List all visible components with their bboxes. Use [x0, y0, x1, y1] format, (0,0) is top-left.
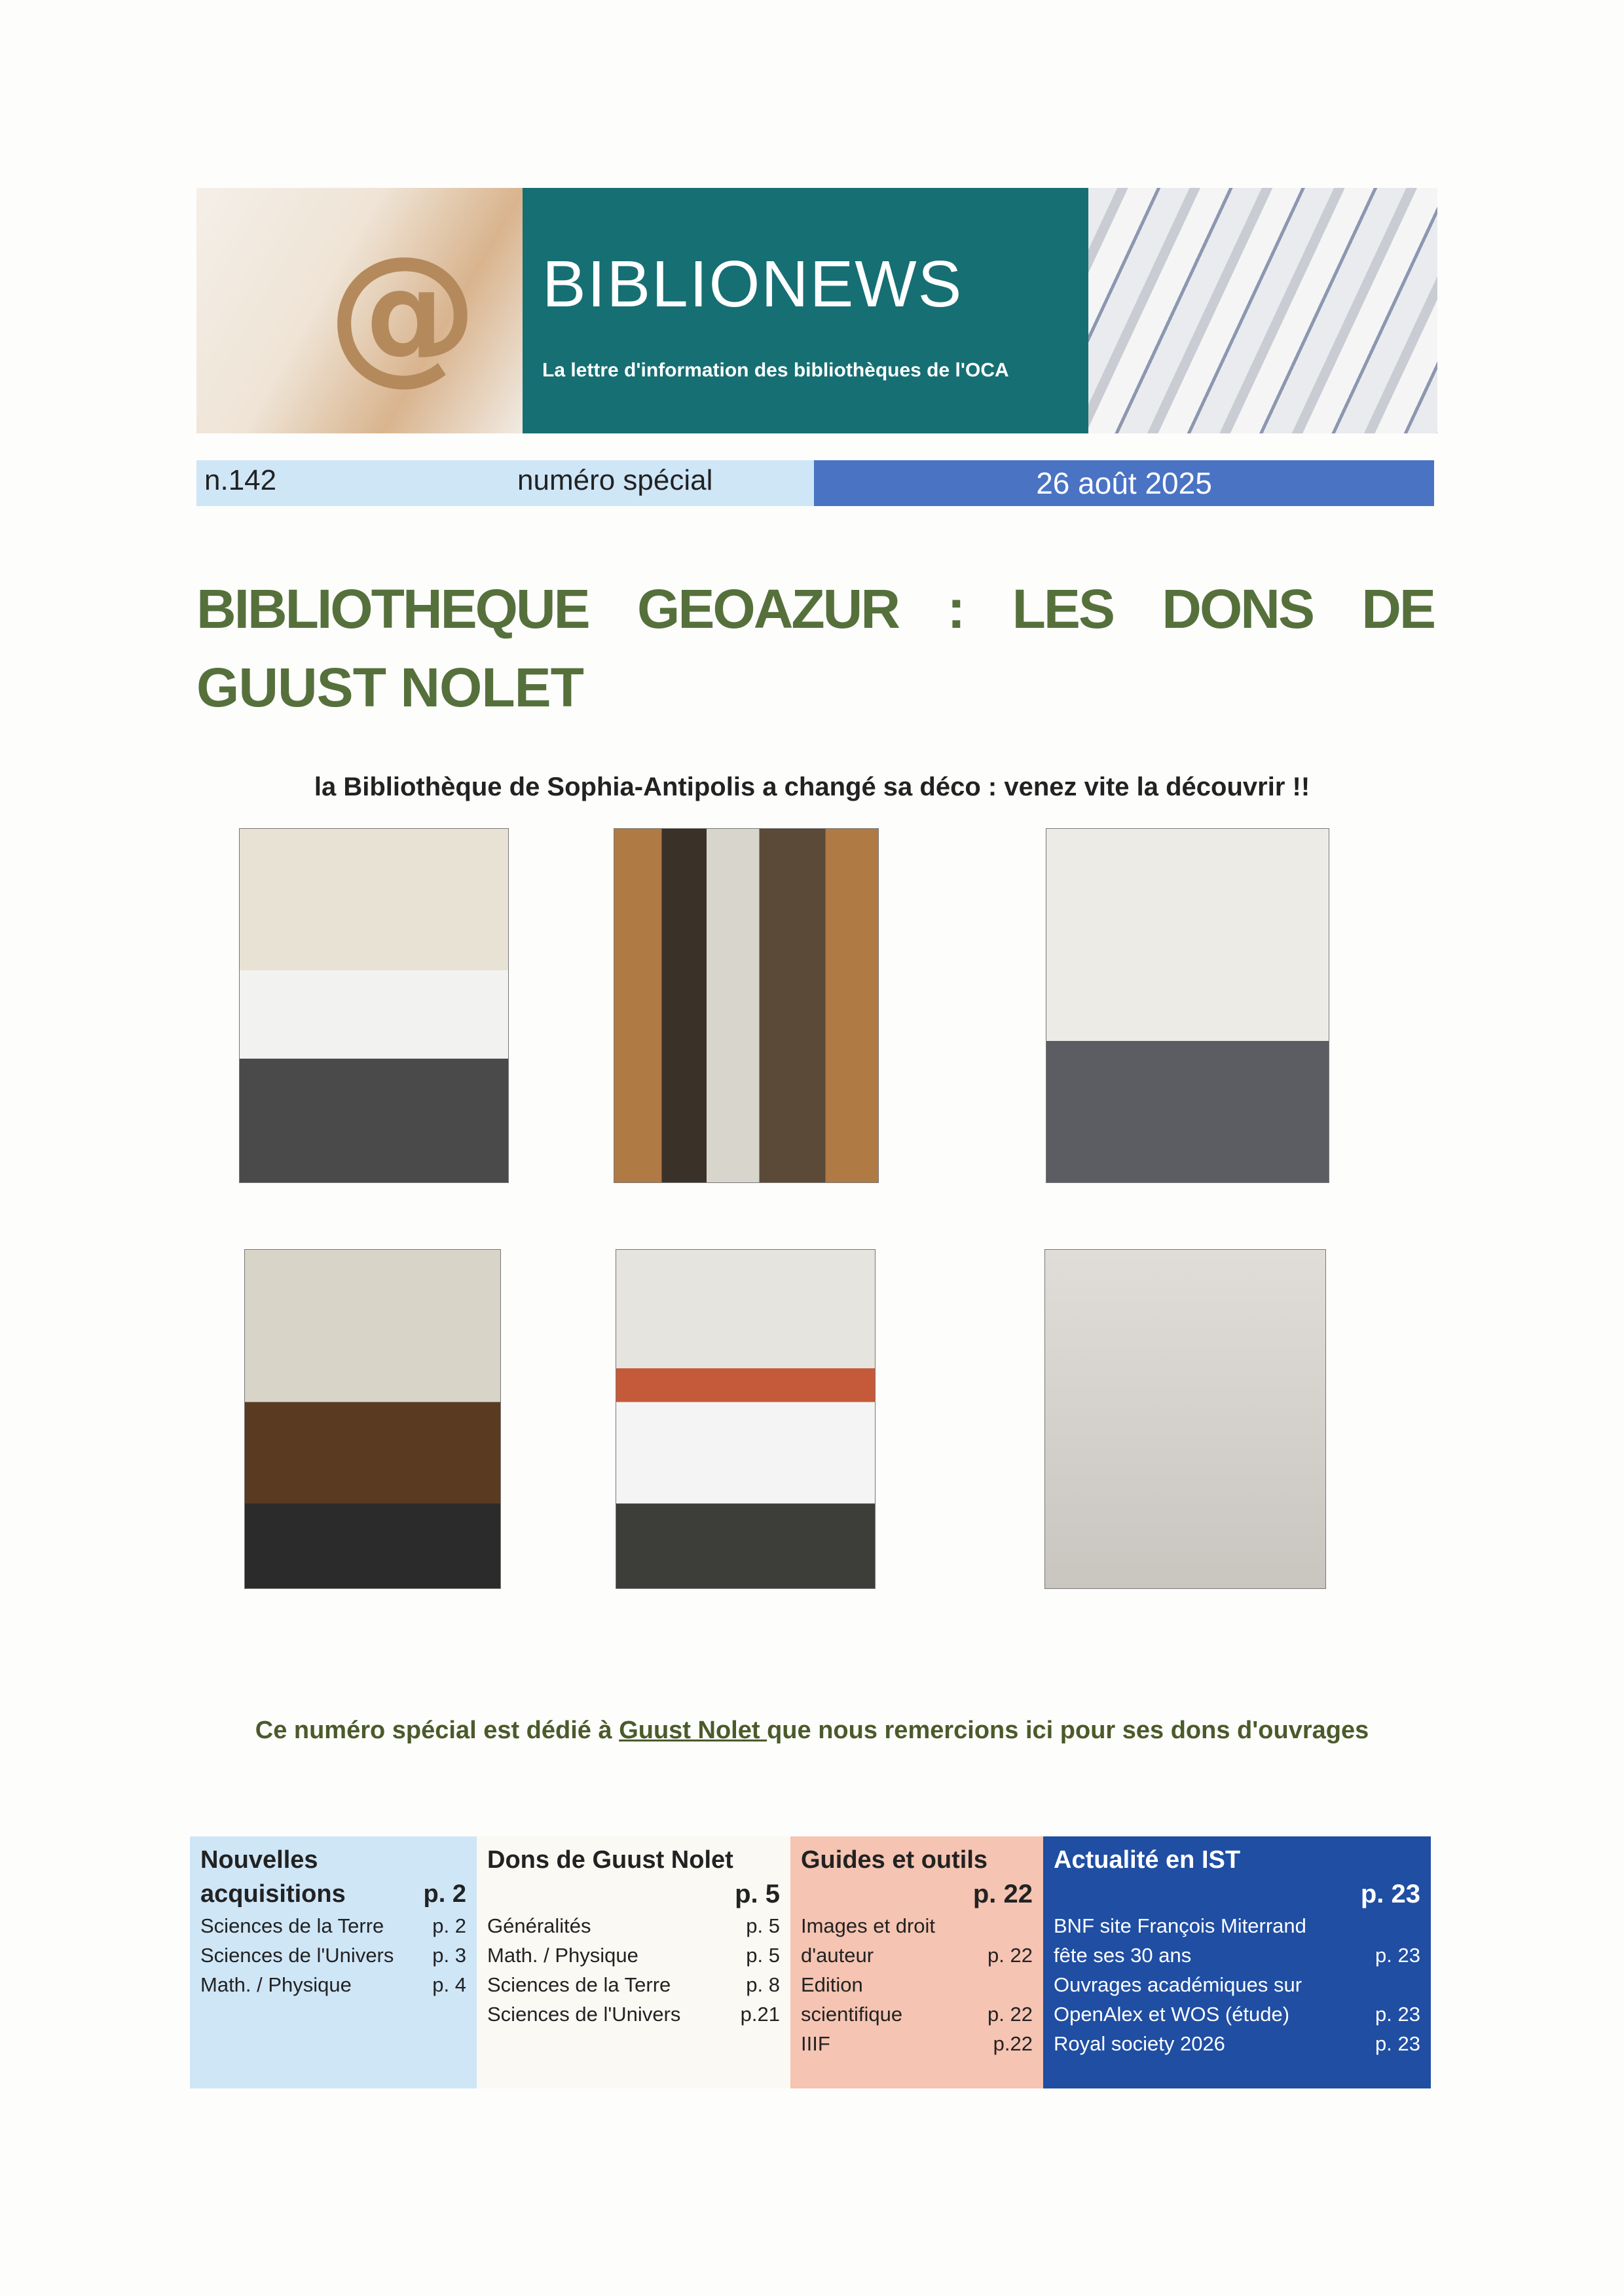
page-title [196, 570, 1434, 727]
toc-item-label: Math. / Physique [487, 1944, 638, 1967]
toc-item[interactable] [487, 1999, 780, 2029]
banner-masthead [523, 188, 1088, 433]
toc-item-page: p. 22 [987, 2003, 1033, 2026]
photo-library-room [239, 828, 509, 1183]
toc-item-label: d'auteur [801, 1944, 874, 1967]
toc-item-label: Royal society 2026 [1054, 2032, 1225, 2055]
photo-bookshelves [614, 828, 879, 1183]
dedication [0, 1717, 1624, 1745]
toc-item-page: p. 2 [432, 1914, 466, 1937]
toc-item-label: scientifique [801, 2003, 903, 2026]
issue-number: n.142 [204, 464, 277, 496]
toc-item[interactable] [801, 1941, 1033, 1970]
toc-item-page: p. 5 [746, 1914, 780, 1937]
toc-item-label: fête ses 30 ans [1054, 1944, 1192, 1967]
toc-item[interactable] [487, 1970, 780, 1999]
toc-item-label: Images et droit [801, 1914, 936, 1937]
toc-item-label: BNF site François Miterrand [1054, 1914, 1306, 1937]
toc-item-label: Edition [801, 1973, 863, 1996]
toc-item[interactable] [200, 1970, 466, 1999]
toc-item-page: p. 5 [746, 1944, 780, 1967]
toc-heading: Nouvelles [200, 1846, 318, 1874]
issue-date: 26 août 2025 [814, 460, 1434, 506]
toc-item-page: p. 4 [432, 1973, 466, 1996]
toc-heading: Guides et outils [801, 1846, 988, 1874]
toc-item-label: Sciences de l'Univers [200, 1944, 394, 1967]
photo-planet-posters [1044, 1249, 1326, 1589]
toc-item-page: p.22 [993, 2032, 1033, 2055]
subtitle: la Bibliothèque de Sophia-Antipolis a changé sa déco : venez vite la découvrir !! [314, 773, 1310, 801]
info-bar [196, 460, 814, 506]
edition-label: numéro spécial [517, 464, 713, 496]
dedication-text: Ce numéro spécial est dédié à [255, 1717, 619, 1744]
toc-item-label: Sciences de l'Univers [487, 2003, 681, 2026]
toc-item[interactable] [1054, 1911, 1420, 1941]
toc-item-label: Sciences de la Terre [200, 1914, 384, 1937]
toc-page: p. 2 [423, 1880, 466, 1908]
toc-item[interactable] [200, 1911, 466, 1941]
toc-heading-2: acquisitions [200, 1880, 346, 1908]
toc-item-page: p. 22 [987, 1944, 1033, 1967]
toc-item-page: p. 23 [1375, 1944, 1420, 1967]
brand-title: BIBLIONEWS [542, 247, 963, 321]
toc-item-label: IIIF [801, 2032, 830, 2055]
toc-item[interactable] [801, 1911, 1033, 1941]
photo-corridor [1046, 828, 1329, 1183]
toc-guides[interactable] [790, 1836, 1043, 2088]
title-line-2: GUUST NOLET [196, 657, 583, 718]
banner-image-keyboard [196, 188, 523, 433]
toc-heading: Dons de Guust Nolet [487, 1846, 733, 1874]
toc-actualite[interactable] [1043, 1836, 1431, 2088]
photo-book-display [244, 1249, 501, 1589]
toc-item[interactable] [801, 2029, 1033, 2058]
toc-page: p. 5 [735, 1880, 780, 1908]
toc-dons[interactable] [477, 1836, 790, 2088]
toc-page: p. 23 [1360, 1880, 1420, 1908]
toc-item-page: p. 23 [1375, 2032, 1420, 2055]
title-line-1: BIBLIOTHEQUE GEOAZUR : LES DONS DE [196, 578, 1434, 640]
toc-item-label: Généralités [487, 1914, 591, 1937]
toc-item[interactable] [801, 1970, 1033, 1999]
toc-item-page: p. 3 [432, 1944, 466, 1967]
toc-item-page: p. 8 [746, 1973, 780, 1996]
photo-reading-room [616, 1249, 876, 1589]
toc-item[interactable] [200, 1941, 466, 1970]
toc-item[interactable] [801, 1999, 1033, 2029]
toc-item-page: p.21 [740, 2003, 780, 2026]
toc-item-label: Ouvrages académiques sur [1054, 1973, 1302, 1996]
toc-item-label: OpenAlex et WOS (étude) [1054, 2003, 1290, 2026]
dedication-name: Guust Nolet [619, 1717, 767, 1744]
toc-item[interactable] [1054, 1999, 1420, 2029]
toc-item[interactable] [1054, 1970, 1420, 1999]
at-sign-logo: @ [327, 225, 478, 399]
toc-item-page: p. 23 [1375, 2003, 1420, 2026]
toc-item-label: Math. / Physique [200, 1973, 352, 1996]
banner-image-newspapers [1088, 188, 1437, 433]
toc-item[interactable] [487, 1941, 780, 1970]
toc-item[interactable] [487, 1911, 780, 1941]
tagline: La lettre d'information des bibliothèques de l'OCA [542, 359, 1009, 381]
toc-item[interactable] [1054, 2029, 1420, 2058]
toc-heading: Actualité en IST [1054, 1846, 1241, 1874]
toc-item[interactable] [1054, 1941, 1420, 1970]
dedication-text-end: que nous remercions ici pour ses dons d'ouvrages [767, 1717, 1369, 1744]
toc-nouvelles-acquisitions[interactable] [190, 1836, 477, 2088]
toc-page: p. 22 [972, 1880, 1033, 1908]
toc-item-label: Sciences de la Terre [487, 1973, 671, 1996]
